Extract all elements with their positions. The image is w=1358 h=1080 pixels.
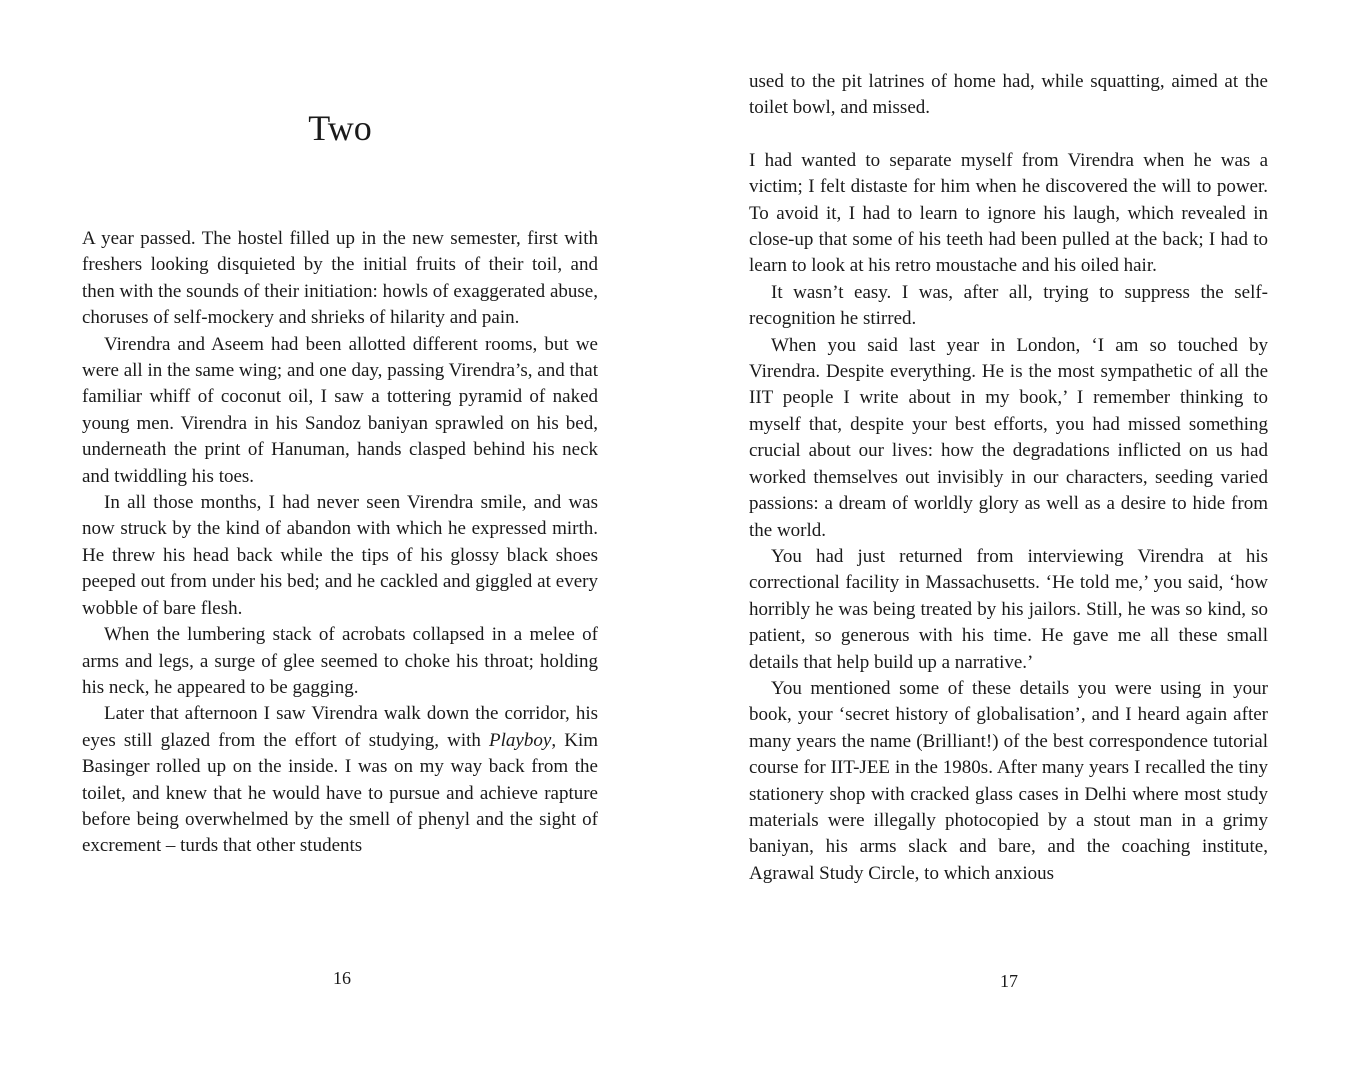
page-number: 17 (1000, 971, 1018, 991)
paragraph-text: Later that afternoon I saw Virendra walk down the corridor, his eyes still glazed from the effort of studying, with (82, 703, 598, 751)
chapter-title: Two (308, 108, 372, 148)
italic-title: Playboy (489, 729, 552, 751)
left-page-text (82, 226, 598, 860)
paragraph: Virendra and Aseem had been allotted different rooms, but we were all in the same wing; and one day, passing Virendra’s, and that familiar whiff of coconut oil, I saw a tottering pyramid of naked young men. Virendra in his Sandoz baniyan sprawled on his bed, underneath the print of Hanuman, hands clasped behind his neck and twiddling his toes. (82, 333, 598, 487)
paragraph: It wasn’t easy. I was, after all, trying to suppress the self-recognition he stirred. (749, 281, 1268, 330)
paragraph: When the lumbering stack of acrobats collapsed in a melee of arms and legs, a surge of glee seemed to choke his throat; holding his neck, he appeared to be gagging. (82, 624, 598, 698)
page-number: 16 (333, 968, 351, 988)
paragraph: You mentioned some of these details you were using in your book, your ‘secret history of globalisation’, and I heard again after many years the name (Brilliant!) of the best correspondence tutorial course for IIT-JEE in the 1980s. After many years I recalled the tiny stationery shop with cracked glass cases in Delhi where most study materials were illegally photocopied by a stout man in a grimy baniyan, his arms slack and bare, and the coaching institute, Agrawal Study Circle, to which anxious (749, 677, 1268, 884)
paragraph: In all those months, I had never seen Virendra smile, and was now struck by the kind of abandon with which he expressed mirth. He threw his head back while the tips of his glossy black shoes peeped out from under his bed; and he cackled and giggled at every wobble of bare flesh. (82, 492, 598, 619)
right-page-text (749, 69, 1268, 887)
paragraph: You had just returned from interviewing Virendra at his correctional facility in Massachusetts. ‘He told me,’ you said, ‘how horribly he was being treated by his jailors. Still, he was so kind, so patient, so generous with his time. He gave me all these small details that help build up a narrative.’ (749, 545, 1268, 673)
paragraph: When you said last year in London, ‘I am so touched by Virendra. Despite everything. He is the most sympathetic of all the IIT people I write about in my book,’ I remember thinking to myself that, despite your best efforts, you had missed something crucial about our lives: how the degradations inflicted on us had worked themselves out invisibly in our characters, seeding varied passions: a dream of worldly glory as well as a desire to hide from the world. (749, 334, 1268, 541)
right-page (679, 0, 1358, 1080)
paragraph (82, 701, 598, 859)
paragraph: I had wanted to separate myself from Virendra when he was a victim; I felt distaste for him when he discovered the will to power. To avoid it, I had to learn to ignore his laugh, which revealed in close-up that some of his teeth had been pulled at the back; I had to learn to look at his retro moustache and his oiled hair. (749, 149, 1268, 277)
paragraph-text: , Kim Basinger rolled up on the inside. I was on my way back from the toilet, and knew that he would have to pursue and achieve rapture before being overwhelmed by the smell of phenyl and the sight of excrement – turds that other students (82, 729, 598, 857)
paragraph: used to the pit latrines of home had, while squatting, aimed at the toilet bowl, and missed. (749, 71, 1268, 119)
paragraph: A year passed. The hostel filled up in the new semester, first with freshers looking disquieted by the initial fruits of their toil, and then with the sounds of their initiation: howls of exaggerated abuse, choruses of self-mockery and shrieks of hilarity and pain. (82, 228, 598, 329)
